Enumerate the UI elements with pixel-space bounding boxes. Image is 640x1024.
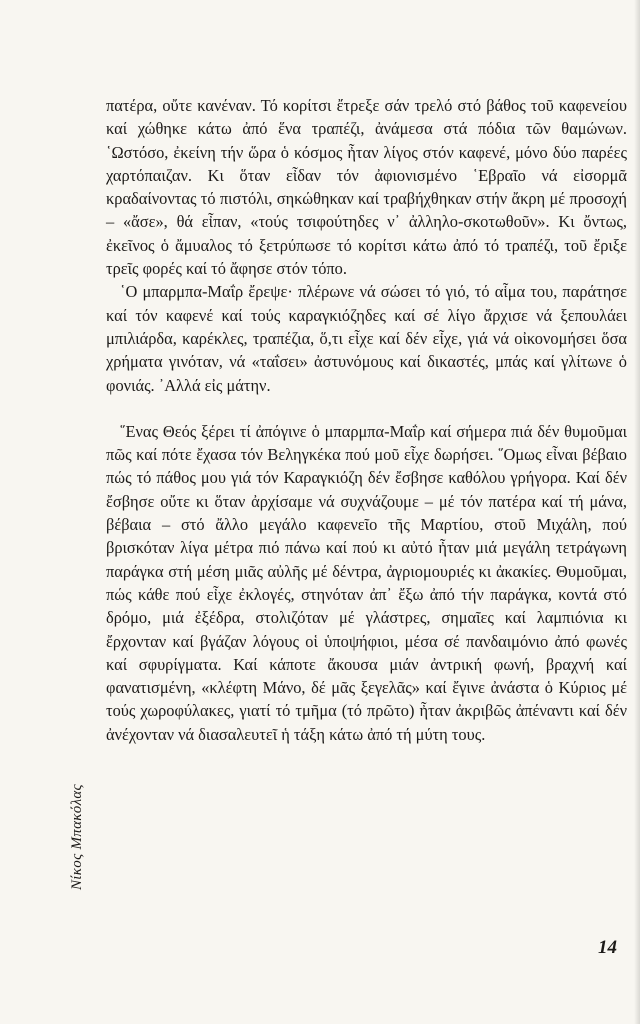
page-edge-shadow	[634, 0, 640, 1024]
paragraph: ῾Ο μπαρμπα-Μαΐρ ἔρεψε· πλέρωνε νά σώσει τό γιό, τό αἷμα του, παράτησε καί τόν καφενέ καί τούς καραγκιόζηδες καί σέ λίγο ἄρχισε νά ξεπουλάει μπιλιάρδα, καρέκλες, τραπέζια, ὅ,τι εἶχε καί δέν εἶχε, γιά νά οἰκονομήσει ὅσα χρήματα γινόταν, νά «ταΐσει» ἀστυνόμους καί δικαστές, μπάς καί γλίτωνε ὁ φονιάς. ᾽Αλλά εἰς μάτην.	[106, 282, 627, 395]
author-running-head: Νίκος Μπακόλας	[69, 784, 85, 890]
paragraph: ῞Ενας Θεός ξέρει τί ἀπόγινε ὁ μπαρμπα-Μαΐρ καί σήμερα πιά δέν θυμοῦμαι πῶς καί πότε ἔχασα τόν Βεληγκέκα πού μοῦ εἶχε δωρήσει. ῞Ομως εἶναι βέβαιο πώς τό πάθος μου γιά τόν Καραγκιόζη δέν ἔσβησε καθόλου γρήγορα. Καί δέν ἔσβησε οὔτε κι ὅταν ἀρχίσαμε νά συχνάζουμε – μέ τόν πατέρα καί τή μάνα, βέβαια – στό ἄλλο μεγάλο καφενεῖο τῆς Μαρτίου, στοῦ Μιχάλη, πού βρισκόταν λίγα μέτρα πιό πάνω καί πού κι αὐτό ἦταν μιά μεγάλη τετράγωνη παράγκα στή μέση μιᾶς αὐλῆς μέ δέντρα, ἀγριομουριές κι ἀκακίες. Θυμοῦμαι, πώς κάθε πού εἶχε ἐκλογές, στηνόταν ἀπ᾽ ἔξω ἀπό τήν παράγκα, κοντά στό δρόμο, μιά ἐξέδρα, στολιζόταν μέ γλάστρες, σημαῖες καί λαμπιόνια κι ἔρχονταν καί βγάζαν λόγους οἱ ὑποψήφιοι, μέσα σέ πανδαιμόνιο ἀπό φωνές καί σφυρίγματα. Καί κάποτε ἄκουσα μιάν ἀντρική φωνή, βραχνή καί φανατισμένη, «κλέφτη Μάνο, δέ μᾶς ξεγελᾶς» καί ἔγινε ἀνάστα ὁ Κύριος μέ τούς χωροφύλακες, γιατί τό τμῆμα (τό πρῶτο) ἦταν ἀκριβῶς ἀπέναντι καί δέν ἀνέχονταν νά διασαλευτεῖ ἡ τάξη κάτω ἀπό τή μύτη τους.	[106, 421, 627, 744]
section-break	[106, 397, 627, 420]
body-text	[106, 94, 627, 746]
paragraph-continued: πατέρα, οὔτε κανέναν. Τό κορίτσι ἔτρεξε σάν τρελό στό βάθος τοῦ καφενείου καί χώθηκε κάτω ἀπό ἕνα τραπέζι, ἀνάμεσα στά πόδια τῶν θαμώνων. ῾Ωστόσο, ἐκείνη τήν ὥρα ὁ κόσμος ἦταν λίγος στόν καφενέ, μόνο δύο παρέες χαρτόπαιζαν. Κι ὅταν εἶδαν τόν ἀφιονισμένο ῾Εβραῖο νά εἰσορμᾶ κραδαίνοντας τό πιστόλι, σηκώθηκαν καί τραβήχθηκαν στήν ἄκρη μέ προσοχή – «ἄσε», θά εἶπαν, «τούς τσιφούτηδες ν᾽ ἀλληλο-σκοτωθοῦν». Κι ὄντως, ἐκεῖνος ὁ ἄμυαλος τό ξετρύπωσε τό κορίτσι κάτω ἀπό τό τραπέζι, τοῦ ἔριξε τρεῖς φορές καί τό ἄφησε στόν τόπο.	[106, 96, 627, 279]
page-number: 14	[598, 937, 617, 958]
